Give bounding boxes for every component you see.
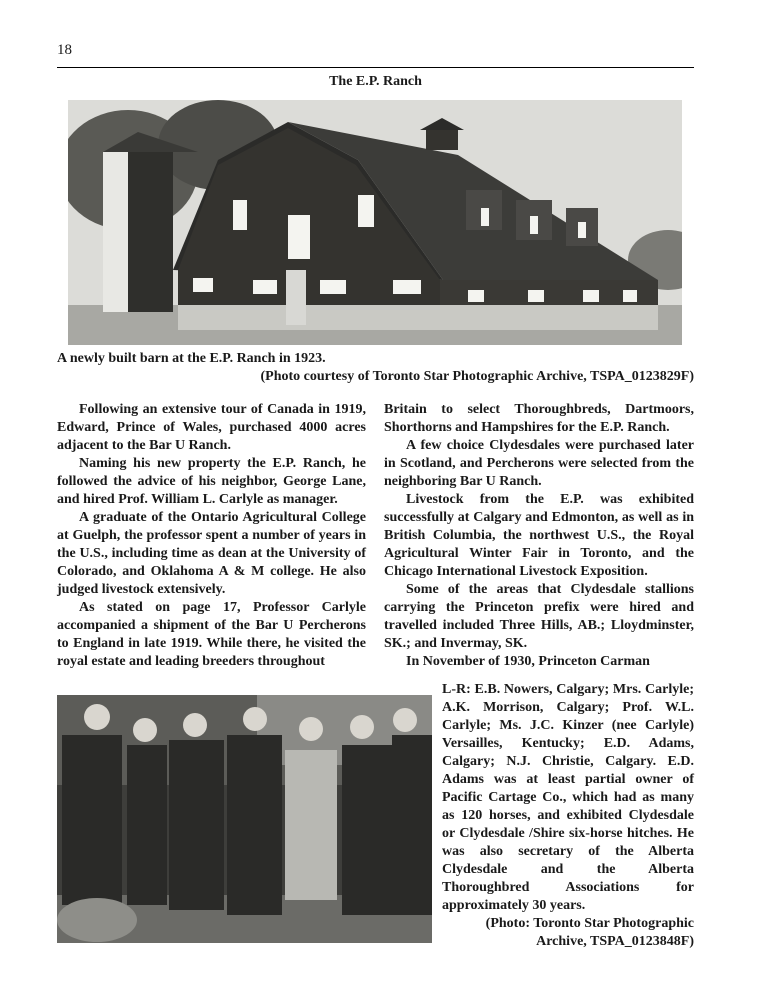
barn-caption-title: A newly built barn at the E.P. Ranch in 1923.	[57, 351, 326, 366]
page-header-title: The E.P. Ranch	[329, 74, 422, 89]
header-rule	[57, 67, 694, 68]
paragraph: Britain to select Thoroughbreds, Dartmoors, Shorthorns and Hampshires for the E.P. Ranch.	[384, 402, 694, 435]
paragraph: As stated on page 17, Professor Carlyle accompanied a shipment of the Bar U Percherons to England in late 1919. While there, he visited the royal estate and leading breeders throughout	[57, 600, 366, 669]
barn-illustration	[68, 100, 682, 345]
group-caption-credit-line1: (Photo: Toronto Star Photographic	[485, 916, 694, 931]
group-illustration	[57, 695, 432, 943]
group-photo	[57, 695, 432, 943]
barn-caption-credit: (Photo courtesy of Toronto Star Photographic Archive, TSPA_0123829F)	[260, 369, 694, 384]
group-photo-caption	[442, 681, 694, 951]
left-text-column	[57, 401, 366, 671]
paragraph: In November of 1930, Princeton Carman	[406, 654, 650, 669]
group-caption-text: L-R: E.B. Nowers, Calgary; Mrs. Carlyle; A.K. Morrison, Calgary; Prof. W.L. Carlyle; Ms. J.C. Kinzer (nee Carlyle) Versailles, Kentucky; E.D. Adams, Calgary; N.J. Christie, Calgary. E.D. Adams was at least partial owner of Pacific Cartage Co., which had as many as 120 horses, and exhibited Clydesdale or Clydesdale /Shire six-horse hitches. He was also secretary of the Alberta Clydesdale and the Alberta Thoroughbred Associations for approximately 30 years.	[442, 682, 694, 913]
paragraph: A graduate of the Ontario Agricultural College at Guelph, the professor spent a number of years in the U.S., including time as dean at the University of Colorado, and Oklahoma A & M college. He also judged livestock extensively.	[57, 510, 366, 597]
group-caption-credit-line2: Archive, TSPA_0123848F)	[536, 934, 694, 949]
paragraph: Naming his new property the E.P. Ranch, he followed the advice of his neighbor, George Lane, and hired Prof. William L. Carlyle as manager.	[57, 456, 366, 507]
paragraph: Some of the areas that Clydesdale stallions carrying the Princeton prefix were hired and travelled included Three Hills, AB.; Lloydminster, SK.; and Invermay, SK.	[384, 582, 694, 651]
right-text-column	[384, 401, 694, 671]
paragraph: Livestock from the E.P. was exhibited successfully at Calgary and Edmonton, as well as in British Columbia, the northwest U.S., the Royal Agricultural Winter Fair in Toronto, and the Chicago International Livestock Exposition.	[384, 492, 694, 579]
page-number: 18	[57, 42, 72, 58]
barn-photo	[68, 100, 682, 345]
paragraph: Following an extensive tour of Canada in 1919, Edward, Prince of Wales, purchased 4000 acres adjacent to the Bar U Ranch.	[57, 402, 366, 453]
paragraph: A few choice Clydesdales were purchased later in Scotland, and Percherons were selected from the neighboring Bar U Ranch.	[384, 438, 694, 489]
barn-photo-caption	[57, 350, 694, 386]
